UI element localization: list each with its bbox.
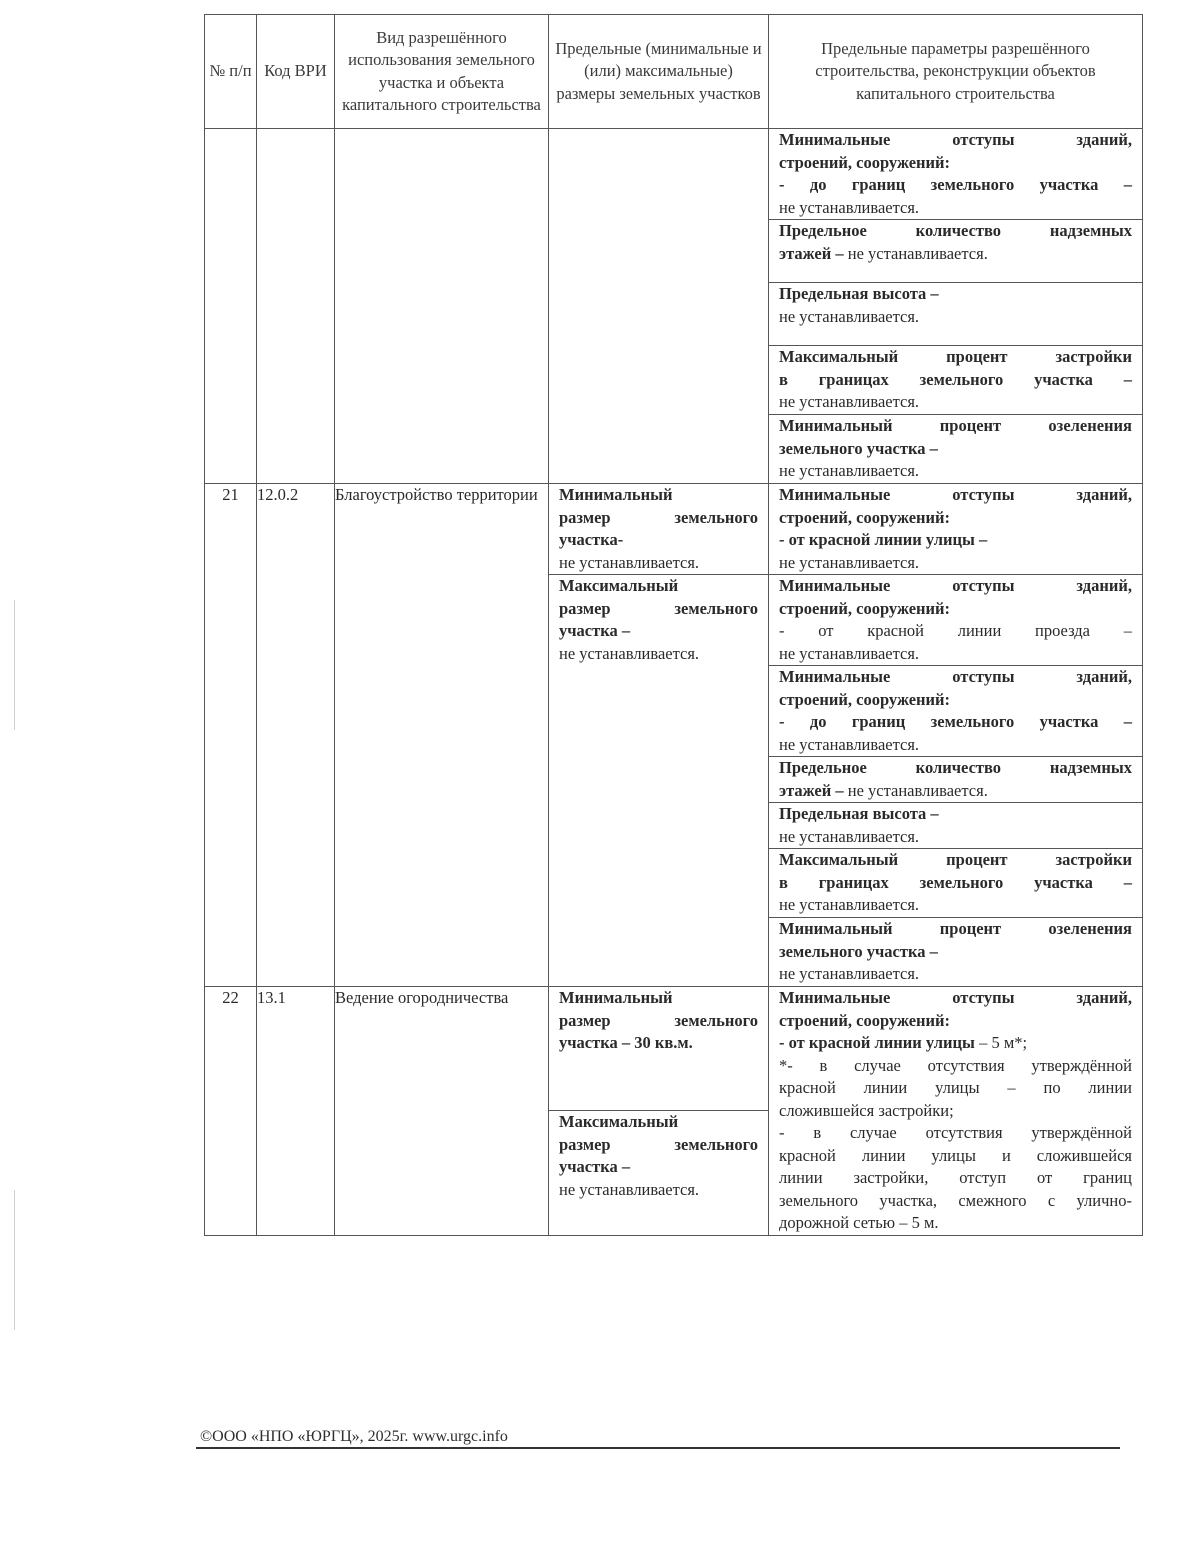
scan-edge-mark bbox=[14, 1190, 15, 1330]
header-plot-sizes: Предельные (минимальные и (или) максимальные) размеры земельных участков bbox=[549, 15, 769, 129]
param-min-greening: Минимальный процент озеленения земельного участка – не устанавливается. bbox=[779, 416, 1132, 480]
cell-params bbox=[769, 129, 1143, 484]
param-setbacks-street: Минимальные отступы зданий, строений, сооружений: - от красной линии улицы – 5 м*; *- в случае отсутствия утверждённой красной линии улицы – по линии сложившейся застройки; - в случае отсутствия утверждённой красной линии улицы и сложившейся линии застройки, отступ от границ земельного участка, смежного с улично- дорожной сетью – 5 м. bbox=[779, 988, 1132, 1232]
cell-empty bbox=[549, 129, 769, 484]
table-row-21 bbox=[205, 484, 1143, 987]
scan-edge-mark bbox=[14, 600, 15, 730]
table-row-22 bbox=[205, 987, 1143, 1236]
header-build-params: Предельные параметры разрешённого строительства, реконструкции объектов капитального строительства bbox=[769, 15, 1143, 129]
cell-code: 13.1 bbox=[257, 987, 335, 1236]
size-min: Минимальный размер земельного участка – 30 кв.м. bbox=[549, 987, 768, 1111]
cell-sizes bbox=[549, 987, 769, 1236]
table-header-row bbox=[205, 15, 1143, 129]
cell-empty bbox=[335, 129, 549, 484]
param-floors: Предельное количество надземных этажей – не устанавливается. bbox=[769, 757, 1142, 803]
param-setbacks: Минимальные отступы зданий, строений, сооружений: - до границ земельного участка – не устанавливается. bbox=[769, 129, 1142, 220]
header-code: Код ВРИ bbox=[257, 15, 335, 129]
cell-params bbox=[769, 484, 1143, 987]
cell-empty bbox=[205, 129, 257, 484]
size-max: Максимальный размер земельного участка – не устанавливается. bbox=[559, 576, 758, 663]
footer-copyright: ©ООО «НПО «ЮРГЦ», 2025г. www.urgc.info bbox=[200, 1428, 508, 1445]
cell-empty bbox=[257, 129, 335, 484]
size-min: Минимальный размер земельного участка- не устанавливается. bbox=[549, 484, 768, 575]
cell-code: 12.0.2 bbox=[257, 484, 335, 987]
cell-use-kind: Благоустройство территории bbox=[335, 484, 549, 987]
cell-number: 21 bbox=[205, 484, 257, 987]
param-setbacks-boundary: Минимальные отступы зданий, строений, сооружений: - до границ земельного участка – не устанавливается. bbox=[769, 666, 1142, 757]
param-max-coverage: Максимальный процент застройки в границах земельного участка – не устанавливается. bbox=[769, 346, 1142, 415]
param-setbacks-street: Минимальные отступы зданий, строений, сооружений: - от красной линии улицы – не устанавливается. bbox=[769, 484, 1142, 575]
param-min-greening: Минимальный процент озеленения земельного участка – не устанавливается. bbox=[779, 919, 1132, 983]
header-use-kind: Вид разрешённого использования земельного участка и объекта капитального строительства bbox=[335, 15, 549, 129]
cell-use-kind: Ведение огородничества bbox=[335, 987, 549, 1236]
footer-divider bbox=[196, 1447, 1120, 1449]
land-use-table bbox=[204, 14, 1143, 1236]
size-max: Максимальный размер земельного участка – не устанавливается. bbox=[559, 1112, 758, 1199]
param-floors: Предельное количество надземных этажей – не устанавливается. bbox=[769, 220, 1142, 283]
param-setbacks-driveway: Минимальные отступы зданий, строений, сооружений: - от красной линии проезда – не устанавливается. bbox=[769, 575, 1142, 666]
table-row-continuation bbox=[205, 129, 1143, 484]
cell-number: 22 bbox=[205, 987, 257, 1236]
param-max-coverage: Максимальный процент застройки в границах земельного участка – не устанавливается. bbox=[769, 849, 1142, 918]
param-height: Предельная высота – не устанавливается. bbox=[769, 283, 1142, 346]
cell-params bbox=[769, 987, 1143, 1236]
param-height: Предельная высота – не устанавливается. bbox=[769, 803, 1142, 849]
header-number: № п/п bbox=[205, 15, 257, 129]
cell-sizes bbox=[549, 484, 769, 987]
